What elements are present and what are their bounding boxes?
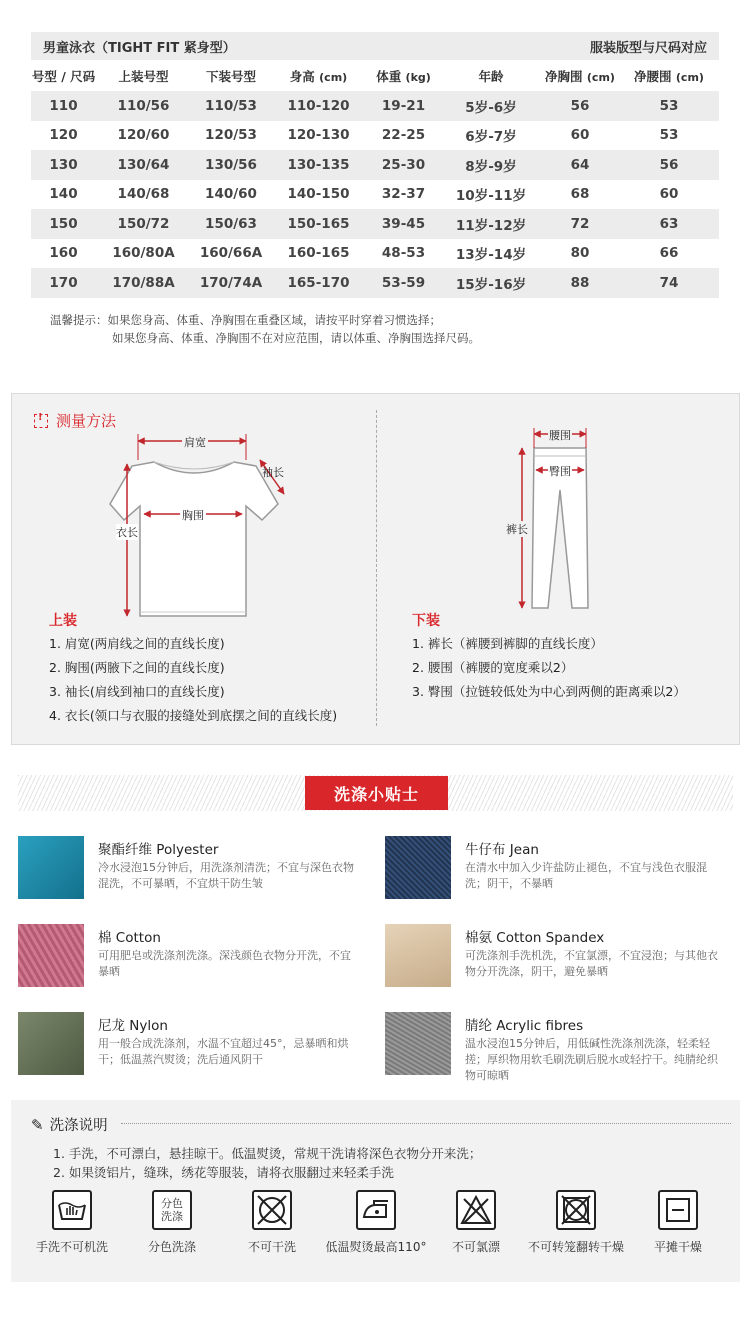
table-cell: 120/60 <box>117 127 170 144</box>
label-waist: 腰围 <box>549 429 571 442</box>
table-cell: 63 <box>659 215 679 232</box>
table-cell: 53 <box>659 97 679 114</box>
size-table-right-title: 服装版型与尺码对应 <box>589 40 707 56</box>
care-low-iron: 低温熨烫最高110° <box>321 1190 431 1255</box>
table-cell: 170 <box>49 274 78 291</box>
table-cell: 130-135 <box>287 156 350 173</box>
table-cell: 60 <box>570 127 590 144</box>
list-item: 2. 腰围（裤腰的宽度乘以2） <box>412 660 574 675</box>
table-cell: 130/64 <box>117 156 170 173</box>
table-cell: 170/88A <box>112 274 175 291</box>
table-cell: 10岁-11岁 <box>455 188 527 205</box>
wash-instructions <box>11 1100 740 1282</box>
dotted-rule <box>121 1123 731 1124</box>
care-separate-wash: 分色 洗涤 分色洗涤 <box>117 1190 227 1255</box>
size-table-header <box>31 60 719 91</box>
table-row <box>31 239 719 269</box>
table-cell: 110 <box>49 97 78 114</box>
table-cell: 140/68 <box>117 186 170 203</box>
fabric-swatch <box>18 836 84 899</box>
col-header: 净胸围 (cm) <box>545 68 615 84</box>
table-row <box>31 209 719 239</box>
care-no-tumble-dry: 不可转笼翻转干燥 <box>521 1190 631 1255</box>
separate-wash-icon: 分色 洗涤 <box>152 1190 192 1230</box>
fabric-cotton: 棉 Cotton 可用肥皂或洗涤剂洗涤。深浅颜色衣物分开洗，不宜暴晒 <box>18 924 378 990</box>
size-tip: 温馨提示：如果您身高、体重、净胸围在重叠区域，请按平时穿着习惯选择； 如果您身高、体重、净胸围不在对应范围，请以体重、净胸围选择尺码。 <box>50 313 480 345</box>
fabric-swatch <box>18 924 84 987</box>
table-cell: 56 <box>570 97 590 114</box>
size-table-title-bar <box>31 32 719 60</box>
top-heading: 上装 <box>49 613 77 629</box>
fabric-acrylic: 腈纶 Acrylic fibres 温水浸泡15分钟后，用低碱性洗涤剂洗涤，轻柔轻搓；厚织物用软毛刷洗刷后脱水或轻拧干。纯腈纶织物可晾晒 <box>385 1012 745 1078</box>
table-cell: 130/56 <box>205 156 257 173</box>
col-header: 号型 / 尺码 <box>31 68 96 84</box>
table-cell: 19-21 <box>381 97 426 114</box>
table-cell: 130 <box>49 156 78 173</box>
table-cell: 160-165 <box>287 245 350 262</box>
label-chest: 胸围 <box>182 509 204 522</box>
col-header: 体重 (kg) <box>376 68 431 84</box>
fabric-swatch <box>18 1012 84 1075</box>
table-cell: 160/66A <box>199 245 263 262</box>
table-cell: 39-45 <box>381 215 426 232</box>
table-cell: 6岁-7岁 <box>465 129 517 146</box>
table-cell: 48-53 <box>381 245 426 262</box>
fabric-nylon: 尼龙 Nylon 用一般合成洗涤剂，水温不宜超过45°，忌暴晒和烘干；低温蒸汽熨烫；洗后通风阴干 <box>18 1012 378 1078</box>
low-iron-icon <box>356 1190 396 1230</box>
list-item: 3. 臀围（拉链较低处为中心到两侧的距离乘以2） <box>412 684 686 699</box>
care-no-bleach: 不可氯漂 <box>421 1190 531 1255</box>
measure-title: ! 测量方法 <box>34 410 116 431</box>
table-cell: 56 <box>659 156 679 173</box>
list-item: 3. 袖长(肩线到袖口的直线长度) <box>49 684 225 699</box>
fabric-cotton-spandex: 棉氨 Cotton Spandex 可洗涤剂手洗机洗，不宜氯漂，不宜浸泡；与其他衣物分开洗涤，阴干，避免暴晒 <box>385 924 745 990</box>
table-cell: 22-25 <box>381 127 426 144</box>
table-cell: 32-37 <box>381 186 426 203</box>
wash-lines: 1. 手洗，不可漂白，悬挂晾干。低温熨烫，常规干洗请将深色衣物分开来洗； 2. 如果烫铝片，缝珠，绣花等服装，请将衣服翻过来轻柔手洗 <box>53 1146 482 1180</box>
table-cell: 165-170 <box>287 274 350 291</box>
label-shoulder: 肩宽 <box>184 436 206 449</box>
wash-title: ✎ 洗涤说明 <box>31 1115 108 1134</box>
list-item: 4. 衣长(领口与衣服的接缝处到底摆之间的直线长度) <box>49 708 338 723</box>
no-bleach-icon <box>456 1190 496 1230</box>
table-cell: 80 <box>570 245 590 262</box>
table-cell: 74 <box>659 274 679 291</box>
table-cell: 66 <box>659 245 679 262</box>
list-item: 2. 胸围(两腋下之间的直线长度) <box>49 660 225 675</box>
table-row <box>31 121 719 151</box>
col-header: 上装号型 <box>118 68 169 84</box>
table-row <box>31 180 719 210</box>
table-cell: 25-30 <box>381 156 426 173</box>
size-table-title: 男童泳衣（TIGHT FIT 紧身型） <box>43 40 236 56</box>
table-row <box>31 268 719 298</box>
table-cell: 72 <box>570 215 590 232</box>
label-hip: 臀围 <box>549 465 571 478</box>
table-cell: 140/60 <box>205 186 257 203</box>
table-cell: 120-130 <box>287 127 350 144</box>
fabric-swatch <box>385 836 451 899</box>
fabric-polyester: 聚酯纤维 Polyester 冷水浸泡15分钟后，用洗涤剂清洗；不宜与深色衣物混洗，不可暴晒，不宜烘干防生皱 <box>18 836 378 902</box>
bottom-heading: 下装 <box>412 613 440 629</box>
no-tumble-dry-icon <box>556 1190 596 1230</box>
hand-wash-icon <box>52 1190 92 1230</box>
fabric-jean: 牛仔布 Jean 在清水中加入少许盐防止褪色，不宜与浅色衣服混洗；阴干，不暴晒 <box>385 836 745 902</box>
table-cell: 150 <box>49 215 78 232</box>
table-cell: 60 <box>659 186 679 203</box>
table-cell: 170/74A <box>199 274 263 291</box>
table-cell: 64 <box>570 156 590 173</box>
col-header: 年龄 <box>478 68 504 84</box>
table-cell: 150/63 <box>205 215 257 232</box>
table-cell: 13岁-14岁 <box>455 247 527 264</box>
col-header: 身高 (cm) <box>289 68 348 84</box>
col-header: 净腰围 (cm) <box>634 68 704 84</box>
table-cell: 110/56 <box>117 97 170 114</box>
care-no-dry-clean: 不可干洗 <box>217 1190 327 1255</box>
care-hand-wash: 手洗不可机洗 <box>17 1190 127 1255</box>
table-cell: 140-150 <box>287 186 350 203</box>
table-cell: 11岁-12岁 <box>455 217 527 234</box>
table-cell: 120/53 <box>205 127 257 144</box>
list-item: 1. 裤长（裤腰到裤脚的直线长度） <box>412 636 603 651</box>
table-cell: 160 <box>49 245 78 262</box>
table-cell: 110-120 <box>287 97 350 114</box>
label-sleeve: 袖长 <box>262 466 284 479</box>
table-cell: 88 <box>570 274 590 291</box>
dry-flat-icon <box>658 1190 698 1230</box>
fabric-swatch <box>385 1012 451 1075</box>
table-cell: 150/72 <box>117 215 170 232</box>
table-row <box>31 150 719 180</box>
care-dry-flat: 平摊干燥 <box>623 1190 733 1255</box>
washing-tips-title: 洗涤小贴士 <box>305 776 448 810</box>
measurement-guide <box>11 393 740 745</box>
bottom-measure-list <box>412 632 686 704</box>
table-row <box>31 91 719 121</box>
label-length: 衣长 <box>116 526 138 539</box>
table-cell: 53 <box>659 127 679 144</box>
table-cell: 140 <box>49 186 78 203</box>
size-table <box>31 32 719 298</box>
edit-icon: ✎ <box>31 1115 44 1134</box>
table-cell: 120 <box>49 127 78 144</box>
fabric-swatch <box>385 924 451 987</box>
table-cell: 150-165 <box>287 215 350 232</box>
table-cell: 15岁-16岁 <box>455 276 527 293</box>
table-cell: 53-59 <box>381 274 426 291</box>
table-cell: 110/53 <box>205 97 257 114</box>
label-pants-length: 裤长 <box>506 523 528 536</box>
table-cell: 8岁-9岁 <box>465 158 517 175</box>
list-item: 1. 肩宽(两肩线之间的直线长度) <box>49 636 225 651</box>
table-cell: 5岁-6岁 <box>465 99 517 116</box>
table-cell: 68 <box>570 186 590 203</box>
top-measure-list <box>49 632 337 728</box>
col-header: 下装号型 <box>205 68 256 84</box>
table-cell: 160/80A <box>112 245 175 262</box>
no-dry-clean-icon <box>252 1190 292 1230</box>
